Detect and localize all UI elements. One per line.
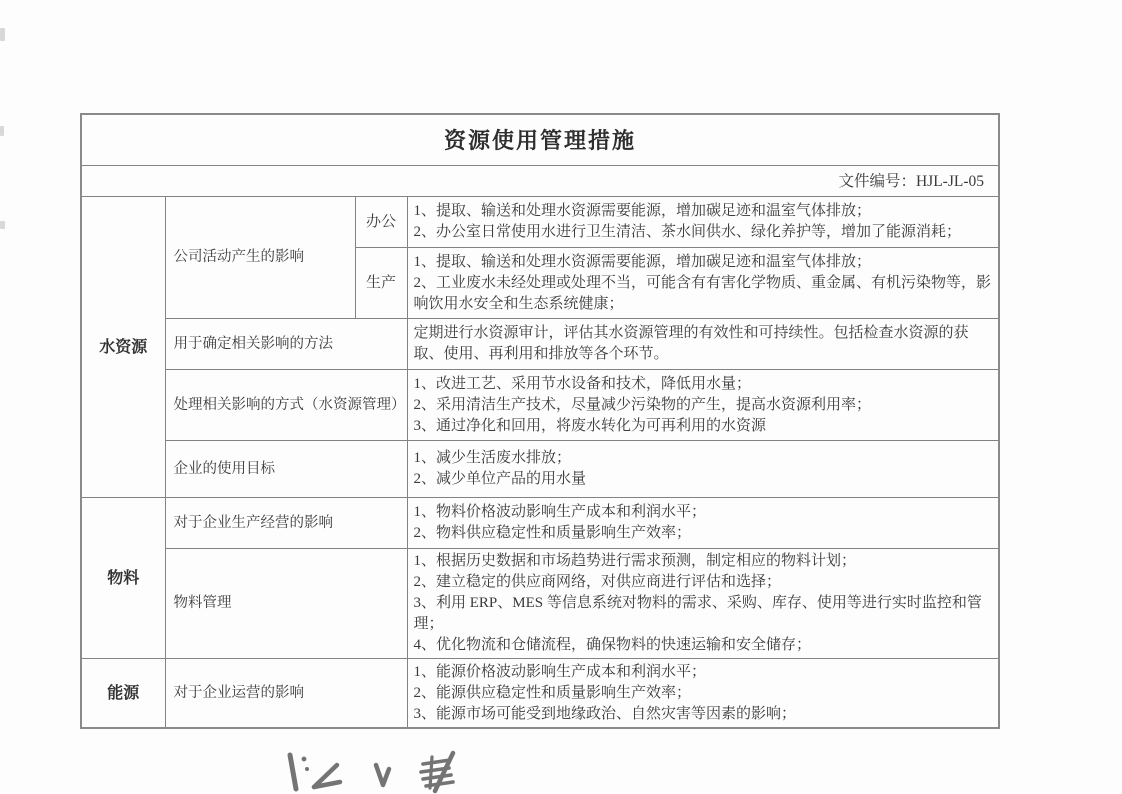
content-line: 1、提取、输送和处理水资源需要能源，增加碳足迹和温室气体排放； [413, 253, 872, 270]
cell-water-impact-label: 公司活动产生的影响 [165, 197, 355, 319]
table-row [81, 370, 999, 441]
content-line: 1、改进工艺、采用节水设备和技术，降低用水量； [413, 375, 752, 392]
cell-material-management-label: 物料管理 [165, 549, 407, 659]
document-title: 资源使用管理措施 [81, 114, 999, 166]
content-line: 2、能源供应稳定性和质量影响生产效率； [413, 684, 692, 701]
doc-number-row [81, 166, 999, 197]
cell-water-production-content [407, 248, 999, 319]
scan-speck [0, 221, 5, 229]
cell-water-treatment-content [407, 370, 999, 441]
content-line: 2、建立稳定的供应商网络，对供应商进行评估和选择； [413, 574, 782, 590]
cell-energy-impact-content [407, 659, 999, 729]
cell-mode-production: 生产 [355, 248, 407, 319]
title-row [81, 114, 999, 166]
content-line: 2、物料供应稳定性和质量影响生产效率； [413, 525, 692, 541]
cell-water-method-label: 用于确定相关影响的方法 [165, 319, 407, 370]
content-line: 定期进行水资源审计，评估其水资源管理的有效性和可持续性。包括检查水资源的获取、使用、再利用和排放等各个环节。 [413, 325, 969, 362]
cell-material-impact-label: 对于企业生产经营的影响 [165, 498, 407, 549]
cell-material-impact-content [407, 498, 999, 549]
table-row [81, 319, 999, 370]
cell-water-method-content [407, 319, 999, 370]
cell-energy-impact-label: 对于企业运营的影响 [165, 659, 407, 729]
cell-material-management-content [407, 549, 999, 659]
cell-category-energy: 能源 [81, 659, 165, 729]
doc-number: 文件编号：HJL-JL-05 [81, 166, 999, 197]
handwriting-marks [283, 748, 463, 794]
cell-mode-office: 办公 [355, 197, 407, 248]
cell-category-water: 水资源 [81, 197, 165, 498]
content-line: 3、能源市场可能受到地缘政治、自然灾害等因素的影响； [413, 705, 797, 722]
table-row [81, 549, 999, 659]
table-row [81, 441, 999, 498]
cell-water-target-content [407, 441, 999, 498]
content-line: 3、利用 ERP、MES 等信息系统对物料的需求、采购、库存、使用等进行实时监控和管理； [413, 595, 982, 632]
content-line: 2、办公室日常使用水进行卫生清洁、茶水间供水、绿化养护等，增加了能源消耗； [413, 224, 962, 240]
content-line: 1、减少生活废水排放； [413, 450, 572, 466]
cell-category-material: 物料 [81, 498, 165, 659]
content-line: 2、采用清洁生产技术，尽量减少污染物的产生，提高水资源利用率； [413, 396, 872, 413]
table-row [81, 197, 999, 248]
content-line: 2、减少单位产品的用水量 [413, 471, 587, 487]
content-line: 1、根据历史数据和市场趋势进行需求预测，制定相应的物料计划； [413, 553, 857, 569]
content-line: 1、物料价格波动影响生产成本和利润水平； [413, 504, 707, 520]
scan-speck [0, 28, 5, 41]
table-row [81, 498, 999, 549]
content-line: 1、提取、输送和处理水资源需要能源，增加碳足迹和温室气体排放； [413, 203, 872, 219]
content-line: 3、通过净化和回用，将废水转化为可再利用的水资源 [413, 417, 767, 434]
cell-water-office-content [407, 197, 999, 248]
scan-speck [0, 126, 4, 136]
cell-water-target-label: 企业的使用目标 [165, 441, 407, 498]
cell-water-treatment-label: 处理相关影响的方式（水资源管理） [165, 370, 407, 441]
content-line: 2、工业废水未经处理或处理不当，可能含有有害化学物质、重金属、有机污染物等，影响饮用水安全和生态系统健康； [413, 274, 992, 312]
table-row [81, 659, 999, 729]
content-line: 1、能源价格波动影响生产成本和利润水平； [413, 663, 707, 680]
resource-management-table [80, 113, 1000, 729]
content-line: 4、优化物流和仓储流程，确保物料的快速运输和安全储存； [413, 637, 812, 653]
